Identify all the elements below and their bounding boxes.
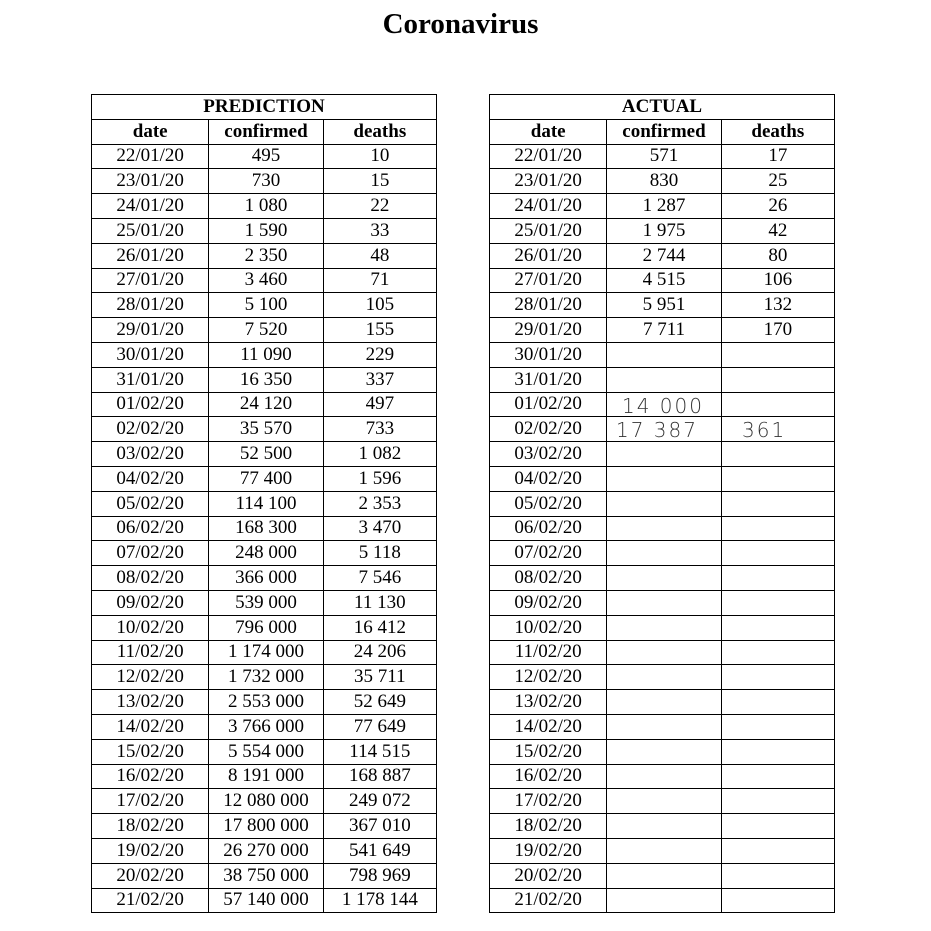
- table-row: [92, 243, 437, 268]
- table-row: [92, 714, 437, 739]
- cell-deaths: 1 596: [323, 466, 436, 491]
- table-row: [92, 318, 437, 343]
- cell-date: 31/01/20: [92, 367, 209, 392]
- cell-confirmed: 571: [607, 144, 721, 169]
- cell-confirmed: 1 174 000: [209, 640, 323, 665]
- table-row: [92, 268, 437, 293]
- cell-deaths: [721, 888, 834, 913]
- table-row: [92, 814, 437, 839]
- table-row: [92, 739, 437, 764]
- table-row: [490, 764, 835, 789]
- cell-confirmed: [607, 590, 721, 615]
- cell-confirmed: [607, 367, 721, 392]
- table-row: [92, 764, 437, 789]
- cell-date: 17/02/20: [490, 789, 607, 814]
- table-row: [92, 566, 437, 591]
- cell-date: 25/01/20: [490, 218, 607, 243]
- cell-confirmed: 2 744: [607, 243, 721, 268]
- cell-deaths: [721, 814, 834, 839]
- cell-date: 03/02/20: [490, 442, 607, 467]
- table-row: [490, 367, 835, 392]
- table-row: [92, 392, 437, 417]
- table-row: [92, 144, 437, 169]
- cell-confirmed: [607, 541, 721, 566]
- cell-confirmed: [607, 789, 721, 814]
- cell-date: 25/01/20: [92, 218, 209, 243]
- cell-date: 30/01/20: [92, 342, 209, 367]
- cell-date: 11/02/20: [92, 640, 209, 665]
- cell-deaths: 26: [721, 194, 834, 219]
- cell-deaths: 16 412: [323, 615, 436, 640]
- cell-deaths: 337: [323, 367, 436, 392]
- table-row: [92, 665, 437, 690]
- table-row: [490, 466, 835, 491]
- column-header-deaths: deaths: [323, 119, 436, 144]
- cell-date: 31/01/20: [490, 367, 607, 392]
- cell-deaths: 25: [721, 169, 834, 194]
- cell-deaths: [721, 714, 834, 739]
- table-row: [490, 169, 835, 194]
- table-row: [92, 293, 437, 318]
- page-title: Coronavirus: [382, 8, 539, 40]
- cell-confirmed: 248 000: [209, 541, 323, 566]
- column-header-deaths: deaths: [721, 119, 834, 144]
- cell-date: 22/01/20: [490, 144, 607, 169]
- table-row: [490, 318, 835, 343]
- cell-deaths: [721, 838, 834, 863]
- cell-deaths: 541 649: [323, 838, 436, 863]
- cell-date: 03/02/20: [92, 442, 209, 467]
- cell-confirmed: 1 590: [209, 218, 323, 243]
- actual-heading: ACTUAL: [490, 95, 835, 120]
- table-row: [490, 194, 835, 219]
- cell-deaths: [721, 739, 834, 764]
- cell-date: 07/02/20: [92, 541, 209, 566]
- cell-confirmed: [607, 566, 721, 591]
- cell-date: 27/01/20: [92, 268, 209, 293]
- cell-date: 26/01/20: [92, 243, 209, 268]
- cell-confirmed: [607, 342, 721, 367]
- cell-date: 23/01/20: [490, 169, 607, 194]
- cell-date: 15/02/20: [490, 739, 607, 764]
- cell-date: 09/02/20: [92, 590, 209, 615]
- cell-deaths: 3 470: [323, 516, 436, 541]
- cell-deaths: [721, 392, 834, 417]
- cell-deaths: 2 353: [323, 491, 436, 516]
- cell-confirmed: 1 287: [607, 194, 721, 219]
- cell-date: 06/02/20: [490, 516, 607, 541]
- cell-confirmed: 7 520: [209, 318, 323, 343]
- cell-date: 29/01/20: [92, 318, 209, 343]
- cell-date: 04/02/20: [92, 466, 209, 491]
- cell-confirmed: 114 100: [209, 491, 323, 516]
- cell-deaths: 11 130: [323, 590, 436, 615]
- table-row: [490, 541, 835, 566]
- cell-deaths: [721, 789, 834, 814]
- cell-confirmed: 168 300: [209, 516, 323, 541]
- cell-confirmed: 2 553 000: [209, 690, 323, 715]
- cell-confirmed: 8 191 000: [209, 764, 323, 789]
- column-header-date: date: [490, 119, 607, 144]
- cell-deaths: 733: [323, 417, 436, 442]
- cell-confirmed: 539 000: [209, 590, 323, 615]
- cell-date: 26/01/20: [490, 243, 607, 268]
- cell-confirmed: [607, 838, 721, 863]
- cell-date: 20/02/20: [92, 863, 209, 888]
- cell-date: 14/02/20: [92, 714, 209, 739]
- cell-confirmed: 24 120: [209, 392, 323, 417]
- cell-deaths: [721, 541, 834, 566]
- cell-date: 08/02/20: [92, 566, 209, 591]
- table-row: [490, 491, 835, 516]
- table-row: [92, 342, 437, 367]
- cell-deaths: 105: [323, 293, 436, 318]
- cell-deaths: 249 072: [323, 789, 436, 814]
- cell-deaths: [721, 367, 834, 392]
- prediction-heading: PREDICTION: [92, 95, 437, 120]
- cell-date: 01/02/20: [92, 392, 209, 417]
- cell-deaths: [721, 466, 834, 491]
- cell-confirmed: 38 750 000: [209, 863, 323, 888]
- cell-date: 21/02/20: [92, 888, 209, 913]
- cell-date: 29/01/20: [490, 318, 607, 343]
- cell-confirmed: 35 570: [209, 417, 323, 442]
- table-row: [490, 814, 835, 839]
- cell-date: 06/02/20: [92, 516, 209, 541]
- cell-deaths: 5 118: [323, 541, 436, 566]
- cell-confirmed: 2 350: [209, 243, 323, 268]
- cell-date: 01/02/20: [490, 392, 607, 417]
- table-row: [92, 367, 437, 392]
- cell-deaths: [721, 690, 834, 715]
- handwritten-deaths-0202: 361: [742, 418, 787, 442]
- cell-date: 10/02/20: [490, 615, 607, 640]
- cell-deaths: 497: [323, 392, 436, 417]
- cell-date: 19/02/20: [92, 838, 209, 863]
- cell-date: 20/02/20: [490, 863, 607, 888]
- cell-deaths: 15: [323, 169, 436, 194]
- table-row: [490, 789, 835, 814]
- cell-deaths: 155: [323, 318, 436, 343]
- cell-deaths: 132: [721, 293, 834, 318]
- cell-deaths: 114 515: [323, 739, 436, 764]
- cell-confirmed: [607, 640, 721, 665]
- cell-deaths: [721, 615, 834, 640]
- table-row: [490, 516, 835, 541]
- cell-date: 05/02/20: [490, 491, 607, 516]
- cell-deaths: 17: [721, 144, 834, 169]
- cell-date: 13/02/20: [92, 690, 209, 715]
- table-row: [92, 541, 437, 566]
- table-row: [92, 194, 437, 219]
- table-row: [92, 466, 437, 491]
- table-row: [92, 888, 437, 913]
- cell-confirmed: 495: [209, 144, 323, 169]
- cell-date: 09/02/20: [490, 590, 607, 615]
- cell-date: 16/02/20: [92, 764, 209, 789]
- cell-confirmed: 12 080 000: [209, 789, 323, 814]
- column-header-confirmed: confirmed: [209, 119, 323, 144]
- table-row: [490, 640, 835, 665]
- cell-confirmed: 17 800 000: [209, 814, 323, 839]
- cell-confirmed: 16 350: [209, 367, 323, 392]
- cell-date: 28/01/20: [92, 293, 209, 318]
- cell-date: 17/02/20: [92, 789, 209, 814]
- handwritten-confirmed-0102: 14 000: [622, 394, 704, 418]
- table-row: [490, 218, 835, 243]
- cell-deaths: [721, 764, 834, 789]
- cell-confirmed: 5 554 000: [209, 739, 323, 764]
- cell-date: 15/02/20: [92, 739, 209, 764]
- cell-confirmed: [607, 516, 721, 541]
- cell-confirmed: [607, 491, 721, 516]
- cell-confirmed: 1 732 000: [209, 665, 323, 690]
- cell-confirmed: 1 975: [607, 218, 721, 243]
- cell-date: 07/02/20: [490, 541, 607, 566]
- prediction-table: [91, 94, 437, 913]
- column-header-confirmed: confirmed: [607, 119, 721, 144]
- cell-confirmed: [607, 888, 721, 913]
- cell-date: 10/02/20: [92, 615, 209, 640]
- cell-date: 04/02/20: [490, 466, 607, 491]
- cell-date: 30/01/20: [490, 342, 607, 367]
- table-row: [490, 665, 835, 690]
- cell-confirmed: 5 951: [607, 293, 721, 318]
- cell-deaths: 170: [721, 318, 834, 343]
- cell-deaths: 798 969: [323, 863, 436, 888]
- cell-confirmed: [607, 442, 721, 467]
- cell-confirmed: 830: [607, 169, 721, 194]
- handwritten-confirmed-0202: 17 387: [616, 418, 698, 442]
- cell-date: 02/02/20: [490, 417, 607, 442]
- cell-date: 21/02/20: [490, 888, 607, 913]
- table-row: [92, 516, 437, 541]
- cell-confirmed: 77 400: [209, 466, 323, 491]
- table-row: [490, 243, 835, 268]
- cell-deaths: 77 649: [323, 714, 436, 739]
- cell-deaths: 33: [323, 218, 436, 243]
- cell-confirmed: 3 766 000: [209, 714, 323, 739]
- cell-confirmed: [607, 466, 721, 491]
- table-row: [490, 838, 835, 863]
- cell-deaths: [721, 665, 834, 690]
- table-row: [490, 442, 835, 467]
- table-row: [490, 888, 835, 913]
- table-row: [490, 566, 835, 591]
- cell-deaths: 229: [323, 342, 436, 367]
- cell-confirmed: 7 711: [607, 318, 721, 343]
- cell-deaths: 24 206: [323, 640, 436, 665]
- table-row: [92, 789, 437, 814]
- cell-date: 02/02/20: [92, 417, 209, 442]
- cell-deaths: 10: [323, 144, 436, 169]
- cell-deaths: [721, 566, 834, 591]
- cell-deaths: 48: [323, 243, 436, 268]
- cell-deaths: 1 082: [323, 442, 436, 467]
- table-row: [92, 640, 437, 665]
- table-row: [490, 739, 835, 764]
- cell-deaths: [721, 516, 834, 541]
- cell-date: 23/01/20: [92, 169, 209, 194]
- cell-deaths: 367 010: [323, 814, 436, 839]
- cell-confirmed: 57 140 000: [209, 888, 323, 913]
- cell-deaths: [721, 342, 834, 367]
- cell-confirmed: 4 515: [607, 268, 721, 293]
- table-row: [490, 863, 835, 888]
- cell-deaths: 35 711: [323, 665, 436, 690]
- cell-date: 22/01/20: [92, 144, 209, 169]
- cell-deaths: 7 546: [323, 566, 436, 591]
- cell-deaths: [721, 590, 834, 615]
- cell-date: 16/02/20: [490, 764, 607, 789]
- cell-confirmed: [607, 764, 721, 789]
- cell-confirmed: 26 270 000: [209, 838, 323, 863]
- cell-deaths: 168 887: [323, 764, 436, 789]
- table-row: [490, 615, 835, 640]
- cell-deaths: 106: [721, 268, 834, 293]
- cell-date: 05/02/20: [92, 491, 209, 516]
- cell-confirmed: 796 000: [209, 615, 323, 640]
- cell-deaths: 80: [721, 243, 834, 268]
- cell-deaths: [721, 491, 834, 516]
- table-row: [92, 838, 437, 863]
- cell-deaths: [721, 863, 834, 888]
- cell-confirmed: [607, 690, 721, 715]
- cell-date: 24/01/20: [490, 194, 607, 219]
- cell-deaths: 42: [721, 218, 834, 243]
- cell-confirmed: [607, 615, 721, 640]
- cell-confirmed: 1 080: [209, 194, 323, 219]
- cell-confirmed: 3 460: [209, 268, 323, 293]
- table-row: [92, 442, 437, 467]
- cell-date: 19/02/20: [490, 838, 607, 863]
- table-row: [490, 342, 835, 367]
- cell-date: 12/02/20: [490, 665, 607, 690]
- cell-date: 12/02/20: [92, 665, 209, 690]
- cell-confirmed: [607, 739, 721, 764]
- table-row: [490, 144, 835, 169]
- table-row: [92, 169, 437, 194]
- cell-date: 08/02/20: [490, 566, 607, 591]
- cell-date: 14/02/20: [490, 714, 607, 739]
- table-row: [92, 417, 437, 442]
- cell-date: 28/01/20: [490, 293, 607, 318]
- cell-confirmed: [607, 665, 721, 690]
- cell-date: 18/02/20: [92, 814, 209, 839]
- table-row: [92, 590, 437, 615]
- cell-confirmed: 730: [209, 169, 323, 194]
- cell-confirmed: [607, 863, 721, 888]
- table-row: [490, 714, 835, 739]
- table-row: [490, 690, 835, 715]
- cell-deaths: [721, 442, 834, 467]
- cell-date: 24/01/20: [92, 194, 209, 219]
- cell-confirmed: [607, 814, 721, 839]
- table-row: [92, 615, 437, 640]
- table-row: [490, 268, 835, 293]
- cell-date: 18/02/20: [490, 814, 607, 839]
- cell-confirmed: 52 500: [209, 442, 323, 467]
- table-row: [490, 293, 835, 318]
- cell-deaths: 52 649: [323, 690, 436, 715]
- cell-deaths: 1 178 144: [323, 888, 436, 913]
- cell-date: 11/02/20: [490, 640, 607, 665]
- table-row: [490, 590, 835, 615]
- table-row: [92, 218, 437, 243]
- table-row: [92, 863, 437, 888]
- table-row: [92, 690, 437, 715]
- cell-confirmed: 5 100: [209, 293, 323, 318]
- cell-deaths: 71: [323, 268, 436, 293]
- cell-date: 27/01/20: [490, 268, 607, 293]
- cell-deaths: [721, 640, 834, 665]
- table-row: [92, 491, 437, 516]
- cell-date: 13/02/20: [490, 690, 607, 715]
- column-header-date: date: [92, 119, 209, 144]
- cell-deaths: 22: [323, 194, 436, 219]
- cell-confirmed: [607, 714, 721, 739]
- actual-table: [489, 94, 835, 913]
- cell-confirmed: 11 090: [209, 342, 323, 367]
- cell-confirmed: 366 000: [209, 566, 323, 591]
